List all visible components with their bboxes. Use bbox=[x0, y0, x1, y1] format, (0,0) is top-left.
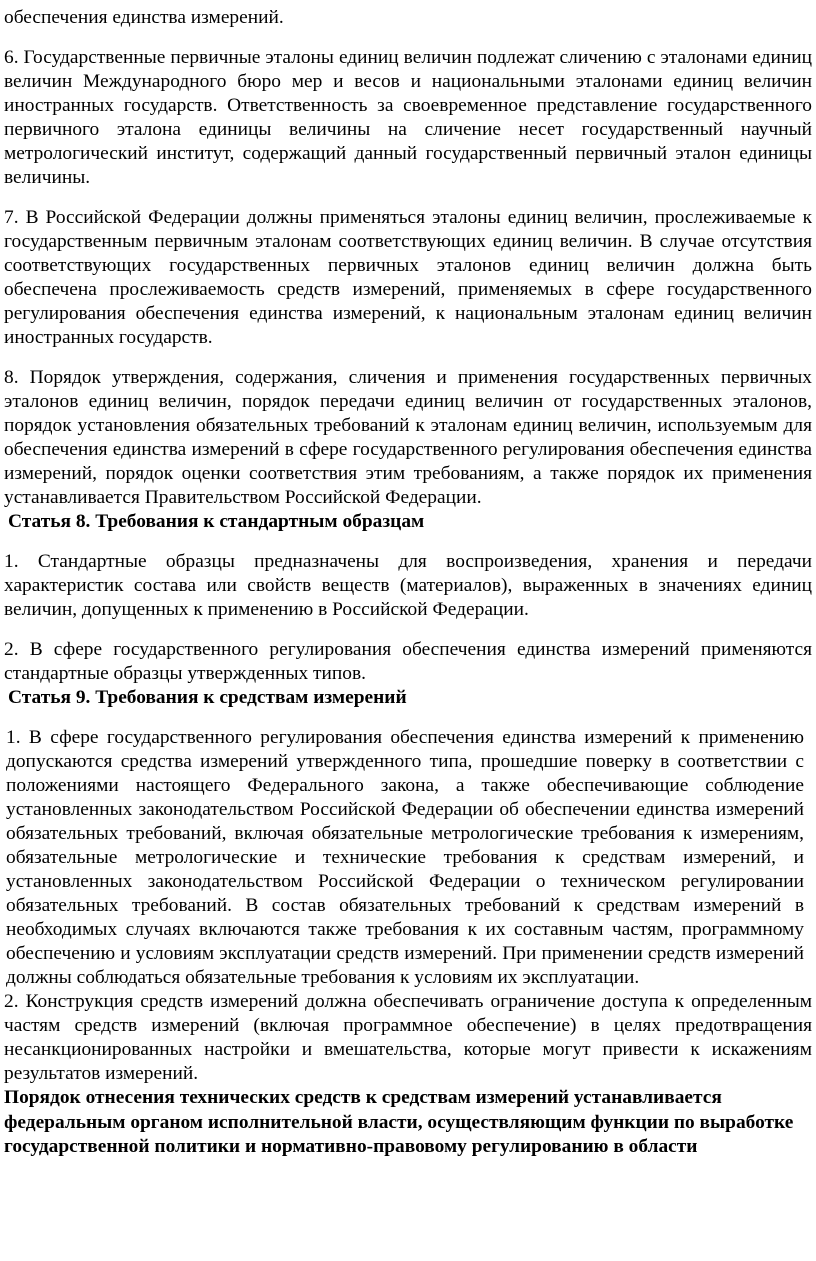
paragraph-intro-tail: обеспечения единства измерений. bbox=[4, 7, 284, 28]
article-9-paragraph-1: 1. В сфере государственного регулирования обеспечения единства измерений к применению допускаются средства измерений утвержденного типа, прошедшие поверку в соответствии с положениями настоящего Федерального закона, а также обеспечивающие соблюдение установленных законодательством Российской Федерации об обеспечении единства измерений обязательных требований, включая обязательные метрологические требования к измерениям, обязательные метрологические и технические требования к средствам измерений, и установленных законодательством Российской Федерации о техническом регулировании обязательных требований. В состав обязательных требований к средствам измерений в необходимых случаях включаются также требования к их составным частям, программному обеспечению и условиям эксплуатации средств измерений. При применении средств измерений должны соблюдаться обязательные требования к условиям их эксплуатации. bbox=[6, 727, 804, 988]
paragraph-7: 7. В Российской Федерации должны применяться эталоны единиц величин, прослеживаемые к государственным первичным эталонам соответствующих единиц величин. В случае отсутствия соответствующих государственных первичных эталонов единиц величин должна быть обеспечена прослеживаемость средств измерений, применяемых в сфере государственного регулирования обеспечения единства измерений, к национальным эталонам единиц величин иностранных государств. bbox=[4, 207, 812, 348]
article-9-paragraph-2: 2. Конструкция средств измерений должна обеспечивать ограничение доступа к определенным частям средств измерений (включая программное обеспечение) в целях предотвращения несанкционированных настройки и вмешательства, которые могут привести к искажениям результатов измерений. bbox=[4, 991, 812, 1084]
article-8-paragraph-1: 1. Стандартные образцы предназначены для воспроизведения, хранения и передачи характеристик состава или свойств веществ (материалов), выраженных в значениях единиц величин, допущенных к применению в Российской Федерации. bbox=[4, 551, 812, 620]
article-9-heading: Статья 9. Требования к средствам измерений bbox=[8, 687, 407, 708]
article-8-heading: Статья 8. Требования к стандартным образцам bbox=[8, 511, 425, 532]
article-9-bold-paragraph: Порядок отнесения технических средств к средствам измерений устанавливается федеральным органом исполнительной власти, осуществляющим функции по выработке государственной политики и нормативно-правовому регулированию в области bbox=[4, 1087, 794, 1157]
article-8-paragraph-2: 2. В сфере государственного регулирования обеспечения единства измерений применяются стандартные образцы утвержденных типов. bbox=[4, 639, 812, 684]
paragraph-8: 8. Порядок утверждения, содержания, сличения и применения государственных первичных эталонов единиц величин, порядок передачи единиц величин от государственных эталонов, порядок установления обязательных требований к эталонам единиц величин, используемым для обеспечения единства измерений в сфере государственного регулирования обеспечения единства измерений, порядок оценки соответствия этим требованиям, а также порядок их применения устанавливается Правительством Российской Федерации. bbox=[4, 367, 812, 508]
paragraph-6: 6. Государственные первичные эталоны единиц величин подлежат сличению с эталонами единиц величин Международного бюро мер и весов и национальными эталонами единиц величин иностранных государств. Ответственность за своевременное представление государственного первичного эталона единицы величины на сличение несет государственный научный метрологический институт, содержащий данный государственный первичный эталон единицы величины. bbox=[4, 47, 812, 188]
